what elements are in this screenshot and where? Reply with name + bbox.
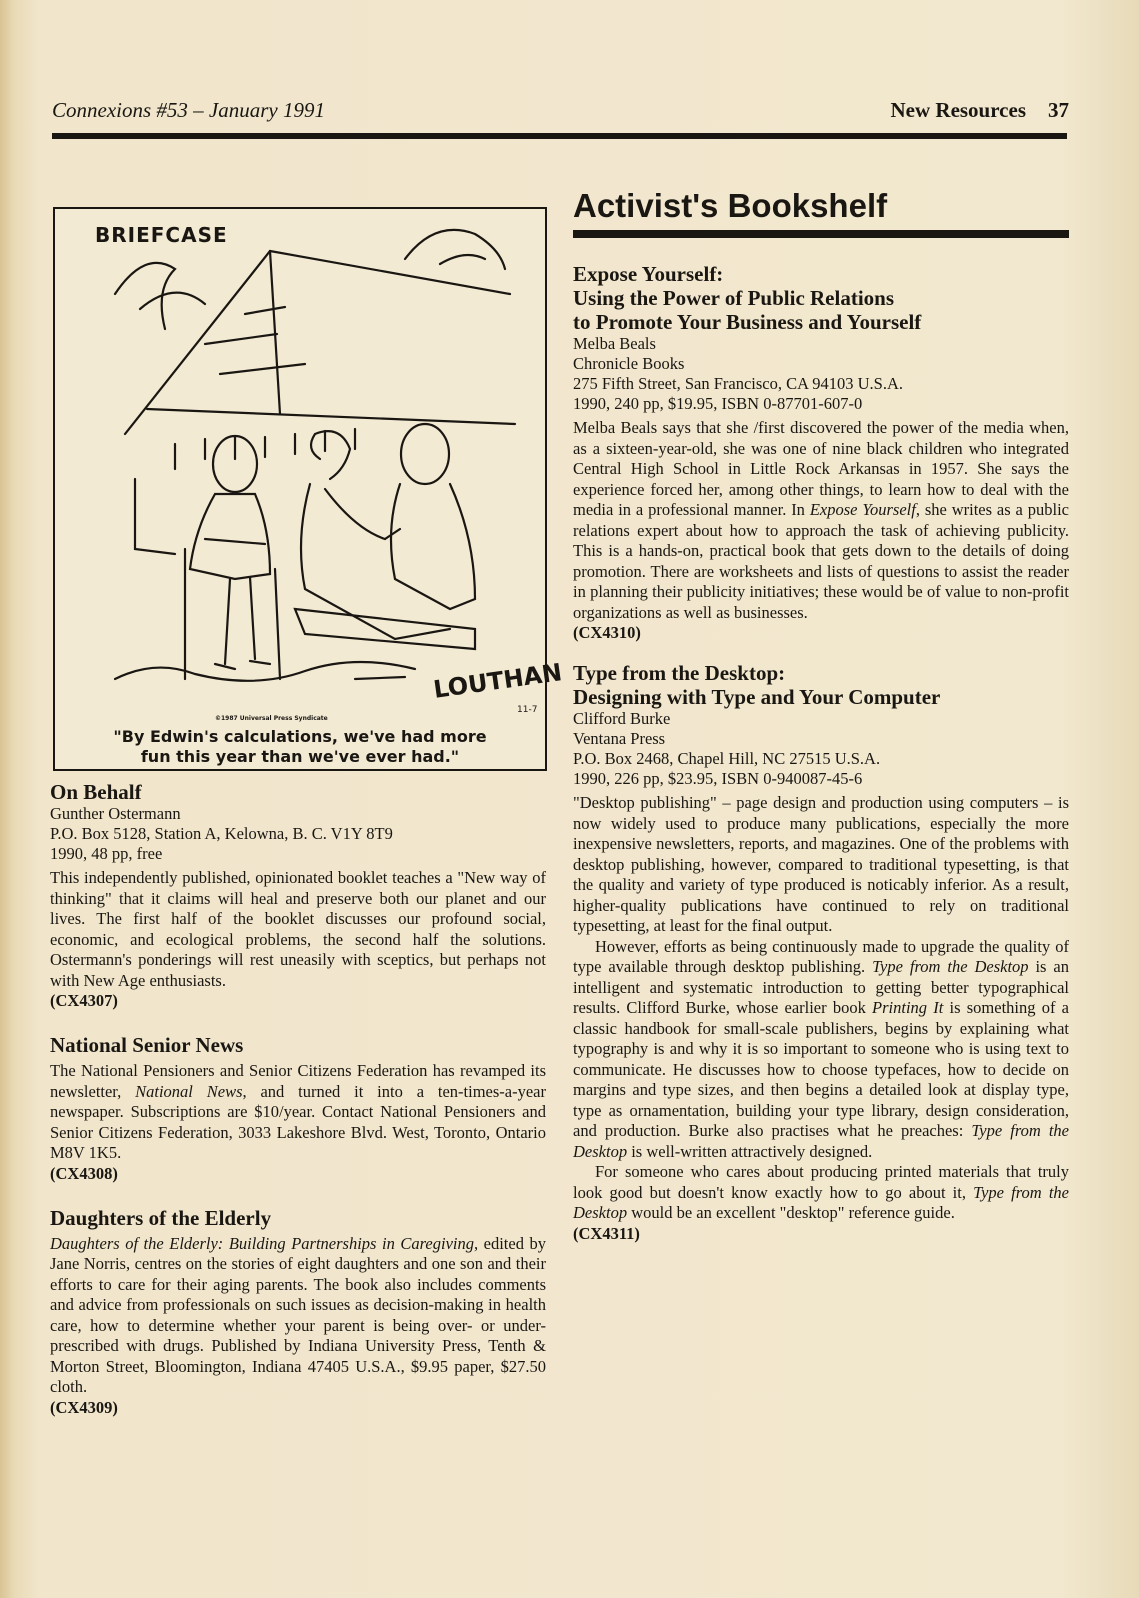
review-code: (CX4307) bbox=[50, 991, 118, 1010]
review-title: Type from the Desktop: Designing with Type and Your Computer bbox=[573, 661, 941, 709]
review-type-from-desktop bbox=[573, 661, 1069, 1244]
cartoonist-signature: LOUTHAN bbox=[431, 658, 564, 704]
cartoon-date: 11-7 bbox=[517, 705, 538, 715]
cartoon-caption bbox=[67, 727, 533, 767]
briefcase-cartoon bbox=[53, 207, 564, 771]
review-details: 1990, 226 pp, $23.95, ISBN 0-940087-45-6 bbox=[573, 769, 863, 788]
review-author: Gunther Ostermann bbox=[50, 804, 181, 823]
review-publisher: Ventana Press bbox=[573, 729, 666, 748]
review-title: On Behalf bbox=[50, 780, 142, 804]
section-name: New Resources bbox=[890, 98, 1026, 122]
review-code: (CX4309) bbox=[50, 1397, 118, 1417]
page-number: 37 bbox=[1048, 98, 1069, 122]
review-national-senior-news bbox=[50, 1033, 546, 1184]
issue-title: Connexions #53 – January 1991 bbox=[52, 98, 325, 122]
right-column bbox=[573, 186, 1069, 1244]
review-title: Expose Yourself: Using the Power of Public Relations to Promote Your Business and Yourself bbox=[573, 262, 922, 334]
review-code: (CX4311) bbox=[573, 1223, 640, 1243]
review-address: P.O. Box 2468, Chapel Hill, NC 27515 U.S.A. bbox=[573, 749, 881, 768]
review-body: Daughters of the Elderly: Building Partnerships in Caregiving, edited by Jane Norris, centres on the stories of eight daughters and one son and their efforts to care for their aging parents. The book also includes comments and advice from professionals on such issues as decision-making in health care, how to determine whether your parent is being over- or under-prescribed with drugs. Published by Indiana University Press, Tenth & Morton Street, Bloomington, Indiana 47405 U.S.A., $9.95 paper, $27.50 cloth. bbox=[50, 1233, 546, 1396]
review-body: This independently published, opinionated booklet teaches a "New way of thinking" that it claims will heal and preserve both our planet and our lives. The first half of the booklet discusses our profound social, economic, and ecological problems, the second half the solutions. Ostermann's ponderings will rest uneasily with sceptics, but perhaps not with New Age enthusiasts. bbox=[50, 868, 546, 990]
review-author: Clifford Burke bbox=[573, 709, 671, 728]
left-column bbox=[50, 780, 546, 1418]
review-paragraph-1: "Desktop publishing" – page design and production using computers – is now widely used to produce many publications, especially the more inexpensive newsletters, reports, and magazines. One of the problems with desktop publishing, however, compared to traditional typesetting, is that the quality and variety of type produced is noticably inferior. As a result, higher-quality publications have continued to rely on traditional typesetting, at least for the final output. bbox=[573, 793, 1069, 935]
review-paragraph-3: For someone who cares about producing printed materials that truly look good but doesn't know exactly how to go about it, Type from the Desktop would be an excellent "desktop" reference guide. bbox=[573, 1162, 1069, 1222]
bookshelf-heading: Activist's Bookshelf bbox=[573, 187, 888, 224]
header-rule bbox=[52, 133, 1067, 139]
caption-line-2: fun this year than we've ever had." bbox=[140, 747, 460, 766]
cartoon-title: BRIEFCASE bbox=[95, 223, 228, 247]
review-publisher: Chronicle Books bbox=[573, 354, 685, 373]
review-code: (CX4310) bbox=[573, 623, 641, 642]
caption-line-1: "By Edwin's calculations, we've had more bbox=[113, 727, 487, 746]
heading-rule bbox=[573, 230, 1069, 238]
review-body: The National Pensioners and Senior Citizens Federation has revamped its newsletter, National News, and turned it into a ten-times-a-year newspaper. Subscriptions are $10/year. Contact National Pensioners and Senior Citizens Federation, 3033 Lakeshore Blvd. West, Toronto, Ontario M8V 1K5. bbox=[50, 1061, 546, 1162]
review-title: National Senior News bbox=[50, 1033, 244, 1057]
review-code: (CX4308) bbox=[50, 1163, 118, 1183]
page-header bbox=[52, 98, 1069, 130]
cartoon-copyright: ©1987 Universal Press Syndicate bbox=[215, 715, 328, 722]
review-address: 275 Fifth Street, San Francisco, CA 94103 U.S.A. bbox=[573, 374, 903, 393]
review-title: Daughters of the Elderly bbox=[50, 1205, 272, 1230]
section-label bbox=[891, 98, 1070, 123]
review-expose-yourself bbox=[573, 262, 1069, 643]
review-paragraph-2: However, efforts as being continuously made to upgrade the quality of type available through desktop publishing. Type from the Desktop is an intelligent and systematic introduction to getting better typographical results. Clifford Burke, whose earlier book Printing It is something of a classic handbook for small-scale publishers, begins by explaining what typography is and why it is so important to someone who is using text to communicate. He discusses how to choose typefaces, how to decide on margins and type sizes, and then begins a detailed look at display type, type as ornamentation, building your type library, design consideration, and production. Burke also practises what he preaches: Type from the Desktop is well-written attractively designed. bbox=[573, 936, 1069, 1161]
review-details: 1990, 48 pp, free bbox=[50, 844, 163, 863]
review-address: P.O. Box 5128, Station A, Kelowna, B. C. V1Y 8T9 bbox=[50, 824, 393, 843]
review-details: 1990, 240 pp, $19.95, ISBN 0-87701-607-0 bbox=[573, 394, 863, 413]
review-daughters-elderly bbox=[50, 1206, 546, 1418]
review-on-behalf bbox=[50, 780, 546, 1011]
review-body: Melba Beals says that she /first discovered the power of the media when, as a sixteen-year-old, she was one of nine black children who integrated Central High School in Little Rock Arkansas in 1957. She says the experience forced her, among other things, to learn how to deal with the media in a professional manner. In Expose Yourself, she writes as a public relations expert about how to approach the task of achieving publicity. This is a hands-on, practical book that gets down to the details of doing promotion. There are worksheets and lists of questions to assist the reader in planning their publicity initiatives; these would be of value to non-profit organizations as well as businesses. bbox=[573, 418, 1069, 622]
review-author: Melba Beals bbox=[573, 334, 656, 353]
